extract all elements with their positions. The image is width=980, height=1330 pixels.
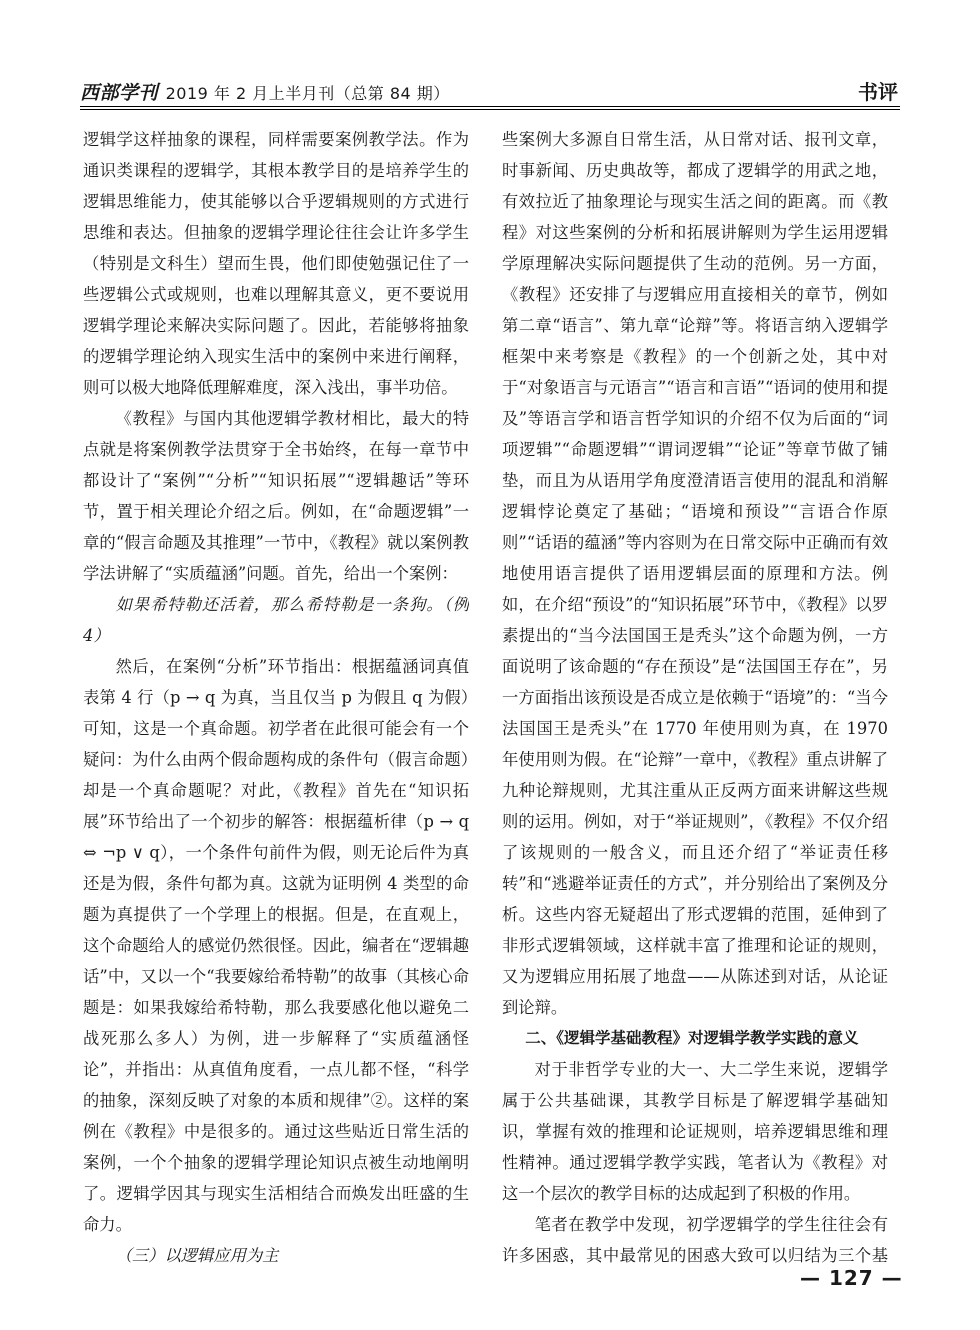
section-label: 书评 — [858, 80, 898, 104]
header-rule-secondary — [80, 109, 900, 110]
page-number: — 127 — — [800, 1266, 903, 1290]
left-paragraph: （三）以逻辑应用为主 — [115, 1246, 279, 1264]
journal-issue: 2019 年 2 月上半月刊（总第 84 期） — [165, 84, 450, 103]
left-paragraph: 然后，在案例“分析”环节指出：根据蕴涵词真值表第 4 行（p → q 为真，当且仅当 p 为假且 q 为假）可知，这是一个真命题。初学者在此很可能会有一个疑问：为什么由两个假命题构成的条件句（假言命题）却是一个真命题呢？对此，《教程》首先在“知识拓展”环节给出了一个初步的解答：根据蕴析律（p → q ⇔ ¬p ∨ q），一个条件句前件为假，则无论后件为真还是为假，条件句都为真。这就为证明例 4 类型的命题为真提供了一个学理上的根据。但是，在直观上，这个命题给人的感觉仍然很怪。因此，编者在“逻辑趣话”中，又以一个“我要嫁给希特勒”的故事（其核心命题是：如果我嫁给希特勒，那么我要感化他以避免二战死那么多人）为例，进一步解释了“实质蕴涵怪论”，并指出：从真值角度看，一点儿都不怪，“科学的抽象，深刻反映了对象的本质和规律”②。这样的案例在《教程》中是很多的。通过这些贴近日常生活的案例，一个个抽象的逻辑学理论知识点被生动地阐明了。逻辑学因其与现实生活相结合而焕发出旺盛的生命力。 — [83, 657, 469, 1234]
left-paragraph: 《教程》与国内其他逻辑学教材相比，最大的特点就是将案例教学法贯穿于全书始终，在每一章节中都设计了“案例”“分析”“知识拓展”“逻辑趣话”等环节，置于相关理论介绍之后。例如，在“命题逻辑”一章的“假言命题及其推理”一节中，《教程》就以案例教学法讲解了“实质蕴涵”问题。首先，给出一个案例： — [83, 409, 469, 583]
right-paragraph: 笔者在教学中发现，初学逻辑学的学生往往会有许多困惑，其中最常见的困惑大致可以归结为三个基 — [502, 1215, 888, 1264]
right-paragraph: 二、《逻辑学基础教程》对逻辑学教学实践的意义 — [525, 1029, 859, 1047]
journal-title — [80, 78, 450, 105]
left-column — [83, 124, 469, 1264]
header-rule — [80, 106, 900, 107]
left-paragraph: 如果希特勒还活着，那么希特勒是一条狗。（例 4） — [83, 595, 469, 645]
journal-logo: 西部学刊 — [80, 82, 159, 104]
right-column — [502, 124, 888, 1264]
running-header — [80, 74, 900, 106]
right-paragraph: 对于非哲学专业的大一、大二学生来说，逻辑学属于公共基础课，其教学目标是了解逻辑学基础知识，掌握有效的推理和论证规则，培养逻辑思维和理性精神。通过逻辑学教学实践，笔者认为《教程》对这一个层次的教学目标的达成起到了积极的作用。 — [502, 1060, 888, 1203]
right-paragraph: 些案例大多源自日常生活，从日常对话、报刊文章，时事新闻、历史典故等，都成了逻辑学的用武之地，有效拉近了抽象理论与现实生活之间的距离。而《教程》对这些案例的分析和拓展讲解则为学生运用逻辑学原理解决实际问题提供了生动的范例。另一方面，《教程》还安排了与逻辑应用直接相关的章节，例如第二章“语言”、第九章“论辩”等。将语言纳入逻辑学框架中来考察是《教程》的一个创新之处，其中对于“对象语言与元语言”“语言和言语”“语词的使用和提及”等语言学和语言哲学知识的介绍不仅为后面的“词项逻辑”“命题逻辑”“谓词逻辑”“论证”等章节做了铺垫，而且为从语用学角度澄清语言使用的混乱和消解逻辑悖论奠定了基础；“语境和预设”“言语合作原则”“话语的蕴涵”等内容则为在日常交际中正确而有效地使用语言提供了语用逻辑层面的原理和方法。例如，在介绍“预设”的“知识拓展”环节中，《教程》以罗素提出的“当今法国国王是秃头”这个命题为例，一方面说明了该命题的“存在预设”是“法国国王存在”，另一方面指出该预设是否成立是依赖于“语境”的：“当今法国国王是秃头”在 1770 年使用则为真，在 1970 年使用则为假。在“论辩”一章中，《教程》重点讲解了九种论辩规则，尤其注重从正反两方面来讲解这些规则的运用。例如，对于“举证规则”，《教程》不仅介绍了该规则的一般含义，而且还介绍了“举证责任移转”和“逃避举证责任的方式”，并分别给出了案例及分析。这些内容无疑超出了形式逻辑的范围，延伸到了非形式逻辑领域，这样就丰富了推理和论证的规则，又为逻辑应用拓展了地盘——从陈述到对话，从论证到论辩。 — [502, 130, 888, 1017]
left-paragraph: 逻辑学这样抽象的课程，同样需要案例教学法。作为通识类课程的逻辑学，其根本教学目的是培养学生的逻辑思维能力，使其能够以合乎逻辑规则的方式进行思维和表达。但抽象的逻辑学理论往往会让许多学生（特别是文科生）望而生畏，他们即使勉强记住了一些逻辑公式或规则，也难以理解其意义，更不要说用逻辑学理论来解决实际问题了。因此，若能够将抽象的逻辑学理论纳入现实生活中的案例中来进行阐释，则可以极大地降低理解难度，深入浅出，事半功倍。 — [83, 130, 469, 397]
